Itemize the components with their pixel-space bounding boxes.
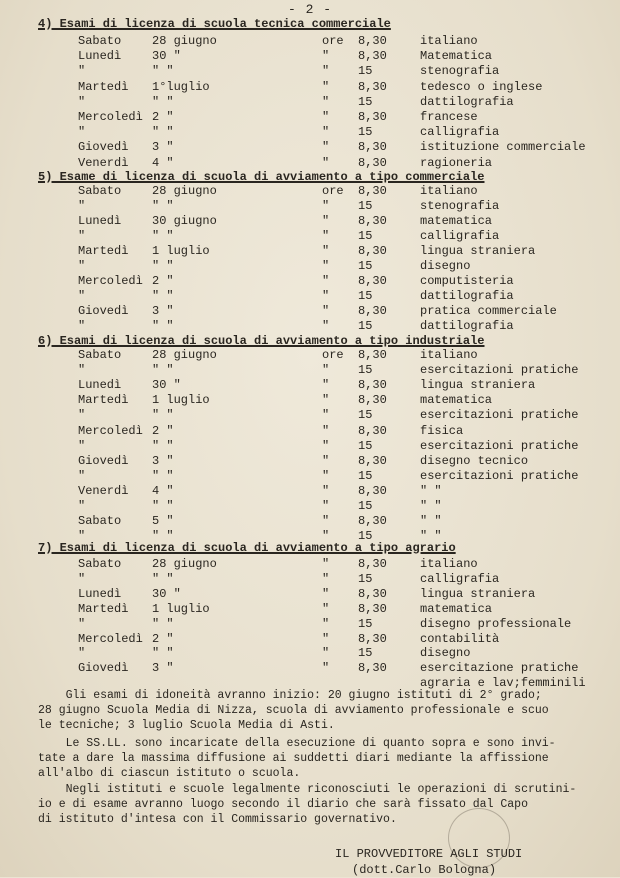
schedule-row	[0, 199, 620, 214]
date-cell: 2 "	[152, 631, 174, 646]
subject-cell: ragioneria	[420, 155, 493, 170]
subject-cell: disegno	[420, 646, 471, 661]
hour-prefix-cell: "	[322, 646, 330, 661]
day-cell: Lunedì	[78, 49, 122, 64]
schedule-row	[0, 557, 620, 572]
time-cell: 8,30	[358, 514, 387, 529]
schedule-row	[0, 184, 620, 199]
subject-cell: italiano	[420, 184, 478, 198]
day-cell: "	[78, 529, 86, 544]
day-cell: Mercoledì	[78, 274, 143, 288]
date-cell: " "	[152, 571, 174, 586]
subject-cell: agraria e lav;femminili	[420, 676, 586, 691]
time-cell: 15	[358, 529, 373, 544]
date-cell: " "	[152, 499, 174, 513]
time-cell: 8,30	[358, 49, 387, 64]
subject-cell: italiano	[420, 557, 478, 571]
day-cell: "	[78, 499, 86, 513]
schedule-row	[0, 64, 620, 79]
schedule-row	[0, 602, 620, 617]
subject-cell: matematica	[420, 601, 493, 616]
time-cell: 8,30	[358, 557, 387, 571]
day-cell: "	[78, 616, 86, 631]
subject-cell: calligrafia	[420, 229, 500, 243]
paragraph-idoneita: Gli esami di idoneità avranno inizio: 20 giugno istituti di 2° grado; 28 giugno Scuola Media di Nizza, scuola di avviamento professionale e scuo le tecniche; 3 luglio Scuola Media di Asti.	[38, 689, 549, 732]
day-cell: "	[78, 289, 86, 303]
hour-prefix-cell: "	[322, 571, 330, 586]
hour-prefix-cell: ore	[322, 348, 344, 362]
time-cell: 15	[358, 468, 373, 483]
hour-prefix-cell: "	[322, 319, 330, 333]
schedule-row	[0, 348, 620, 363]
hour-prefix-cell: "	[322, 64, 330, 79]
day-cell: Lunedì	[78, 586, 122, 601]
subject-cell: calligrafia	[420, 571, 500, 586]
subject-cell: lingua straniera	[420, 378, 536, 393]
day-cell: Sabato	[78, 348, 122, 362]
schedule-row	[0, 80, 620, 95]
subject-cell: pratica commerciale	[420, 304, 557, 318]
date-cell: " "	[152, 289, 174, 303]
hour-prefix-cell: "	[322, 229, 330, 243]
date-cell: 28 giugno	[152, 34, 217, 48]
time-cell: 8,30	[358, 155, 387, 170]
date-cell: " "	[152, 529, 174, 544]
time-cell: 15	[358, 408, 373, 423]
hour-prefix-cell: "	[322, 140, 330, 155]
date-cell: 4 "	[152, 155, 174, 170]
time-cell: 15	[358, 289, 373, 303]
schedule-row	[0, 95, 620, 110]
subject-cell: disegno	[420, 259, 471, 273]
schedule-row	[0, 469, 620, 484]
day-cell: Martedì	[78, 393, 129, 408]
hour-prefix-cell: "	[322, 631, 330, 646]
hour-prefix-cell: "	[322, 514, 330, 529]
day-cell: Venerdì	[78, 155, 129, 170]
hour-prefix-cell: "	[322, 557, 330, 571]
hour-prefix-cell: "	[322, 244, 330, 258]
time-cell: 15	[358, 499, 373, 513]
schedule-row	[0, 363, 620, 378]
date-cell: " "	[152, 468, 174, 483]
schedule-row	[0, 244, 620, 259]
day-cell: Mercoledì	[78, 110, 143, 124]
hour-prefix-cell: "	[322, 378, 330, 393]
date-cell: 3 "	[152, 304, 174, 318]
schedule-row	[0, 499, 620, 514]
hour-prefix-cell: "	[322, 393, 330, 408]
day-cell: "	[78, 408, 86, 423]
date-cell: " "	[152, 408, 174, 423]
page-number: - 2 -	[287, 2, 332, 17]
time-cell: 15	[358, 363, 373, 378]
time-cell: 8,30	[358, 274, 387, 288]
schedule-row	[0, 661, 620, 676]
day-cell: Giovedì	[78, 453, 129, 468]
subject-cell: istituzione commerciale	[420, 140, 586, 155]
schedule-row	[0, 110, 620, 125]
schedule-row	[0, 424, 620, 439]
day-cell: Martedì	[78, 601, 129, 616]
time-cell: 8,30	[358, 348, 387, 362]
day-cell: "	[78, 259, 86, 273]
subject-cell: italiano	[420, 348, 478, 362]
subject-cell: esercitazioni pratiche	[420, 438, 579, 453]
day-cell: Martedì	[78, 244, 129, 258]
time-cell: 8,30	[358, 110, 387, 124]
time-cell: 8,30	[358, 423, 387, 438]
time-cell: 8,30	[358, 214, 387, 228]
hour-prefix-cell: "	[322, 363, 330, 378]
section-title: 5) Esame di licenza di scuola di avviamento a tipo commerciale	[38, 170, 485, 184]
day-cell: Mercoledì	[78, 423, 143, 438]
subject-cell: lingua straniera	[420, 586, 536, 601]
section-title: 4) Esami di licenza di scuola tecnica commerciale	[38, 17, 391, 31]
schedule-row	[0, 34, 620, 49]
day-cell: "	[78, 646, 86, 661]
time-cell: 8,30	[358, 79, 387, 94]
hour-prefix-cell: "	[322, 601, 330, 616]
subject-cell: disegno tecnico	[420, 453, 529, 468]
schedule-row	[0, 140, 620, 155]
date-cell: 3 "	[152, 453, 174, 468]
time-cell: 8,30	[358, 184, 387, 198]
day-cell: "	[78, 319, 86, 333]
schedule-row	[0, 393, 620, 408]
subject-cell: Matematica	[420, 49, 493, 64]
subject-cell: " "	[420, 483, 442, 498]
date-cell: 30 giugno	[152, 214, 217, 228]
date-cell: 30 "	[152, 586, 181, 601]
subject-cell: tedesco o inglese	[420, 79, 543, 94]
day-cell: Mercoledì	[78, 631, 143, 646]
hour-prefix-cell: "	[322, 110, 330, 124]
time-cell: 15	[358, 94, 373, 109]
schedule-row	[0, 274, 620, 289]
schedule-row	[0, 229, 620, 244]
day-cell: "	[78, 64, 86, 79]
hour-prefix-cell: "	[322, 499, 330, 513]
schedule-row	[0, 587, 620, 602]
subject-cell: lingua straniera	[420, 244, 536, 258]
date-cell: " "	[152, 319, 174, 333]
day-cell: "	[78, 363, 86, 378]
section-title: 6) Esami di licenza di scuola di avviamento a tipo industriale	[38, 334, 485, 348]
date-cell: 30 "	[152, 49, 181, 64]
subject-cell: " "	[420, 499, 442, 513]
date-cell: 2 "	[152, 110, 174, 124]
subject-cell: dattilografia	[420, 319, 514, 333]
schedule-row	[0, 632, 620, 647]
hour-prefix-cell: ore	[322, 34, 344, 48]
day-cell: "	[78, 94, 86, 109]
hour-prefix-cell: "	[322, 214, 330, 228]
day-cell: "	[78, 438, 86, 453]
subject-cell: disegno professionale	[420, 616, 572, 631]
time-cell: 15	[358, 229, 373, 243]
time-cell: 15	[358, 571, 373, 586]
date-cell: 30 "	[152, 378, 181, 393]
hour-prefix-cell: "	[322, 529, 330, 544]
subject-cell: esercitazioni pratiche	[420, 468, 579, 483]
subject-cell: stenografia	[420, 199, 500, 213]
date-cell: " "	[152, 199, 174, 213]
schedule-row	[0, 125, 620, 140]
subject-cell: stenografia	[420, 64, 500, 79]
date-cell: 3 "	[152, 140, 174, 155]
hour-prefix-cell: "	[322, 438, 330, 453]
schedule-row	[0, 617, 620, 632]
date-cell: " "	[152, 125, 174, 140]
hour-prefix-cell: "	[322, 423, 330, 438]
date-cell: 2 "	[152, 423, 174, 438]
time-cell: 15	[358, 259, 373, 273]
paragraph-incarico: Le SS.LL. sono incaricate della esecuzione di quanto sopra e sono invi- tate a dare la massima diffusione ai suddetti diari mediante la affissione all'albo di ciascun istituto o scuola.	[38, 737, 556, 780]
time-cell: 15	[358, 125, 373, 140]
schedule-row	[0, 259, 620, 274]
date-cell: 1°luglio	[152, 79, 210, 94]
hour-prefix-cell: "	[322, 125, 330, 140]
day-cell: Lunedì	[78, 378, 122, 393]
time-cell: 8,30	[358, 661, 387, 676]
schedule-row	[0, 439, 620, 454]
date-cell: 2 "	[152, 274, 174, 288]
time-cell: 8,30	[358, 483, 387, 498]
time-cell: 8,30	[358, 244, 387, 258]
hour-prefix-cell: "	[322, 274, 330, 288]
time-cell: 15	[358, 199, 373, 213]
date-cell: " "	[152, 438, 174, 453]
schedule-row	[0, 408, 620, 423]
subject-cell: dattilografia	[420, 289, 514, 303]
hour-prefix-cell: "	[322, 289, 330, 303]
hour-prefix-cell: "	[322, 49, 330, 64]
date-cell: " "	[152, 363, 174, 378]
hour-prefix-cell: "	[322, 453, 330, 468]
time-cell: 8,30	[358, 601, 387, 616]
hour-prefix-cell: "	[322, 483, 330, 498]
subject-cell: matematica	[420, 393, 493, 408]
time-cell: 15	[358, 319, 373, 333]
day-cell: Giovedì	[78, 304, 129, 318]
subject-cell: " "	[420, 514, 442, 529]
hour-prefix-cell: "	[322, 408, 330, 423]
date-cell: " "	[152, 94, 174, 109]
subject-cell: contabilità	[420, 631, 500, 646]
hour-prefix-cell: "	[322, 661, 330, 676]
schedule-row	[0, 378, 620, 393]
date-cell: " "	[152, 616, 174, 631]
date-cell: " "	[152, 64, 174, 79]
time-cell: 8,30	[358, 304, 387, 318]
day-cell: Sabato	[78, 184, 122, 198]
time-cell: 8,30	[358, 393, 387, 408]
signature-name: (dott.Carlo Bologna)	[352, 863, 497, 877]
day-cell: Sabato	[78, 34, 122, 48]
date-cell: " "	[152, 646, 174, 661]
hour-prefix-cell: "	[322, 94, 330, 109]
subject-cell: " "	[420, 529, 442, 544]
subject-cell: esercitazioni pratiche	[420, 408, 579, 423]
day-cell: "	[78, 125, 86, 140]
hour-prefix-cell: "	[322, 259, 330, 273]
schedule-row	[0, 484, 620, 499]
hour-prefix-cell: "	[322, 616, 330, 631]
hour-prefix-cell: "	[322, 155, 330, 170]
section-title: 7) Esami di licenza di scuola di avviamento a tipo agrario	[38, 541, 456, 555]
date-cell: 28 giugno	[152, 184, 217, 198]
time-cell: 15	[358, 646, 373, 661]
day-cell: Sabato	[78, 557, 122, 571]
schedule-row	[0, 156, 620, 171]
paragraph-scuole-riconosciute: Negli istituti e scuole legalmente riconosciuti le operazioni di scrutini- io e di esame avranno luogo secondo il diario che sarà fissato dal Capo di istituto d'intesa con il Commissario governativo.	[38, 783, 577, 826]
schedule-row	[0, 454, 620, 469]
subject-cell: italiano	[420, 34, 478, 48]
subject-cell: computisteria	[420, 274, 514, 288]
date-cell: 28 giugno	[152, 557, 217, 571]
schedule-row	[0, 289, 620, 304]
schedule-row	[0, 319, 620, 334]
date-cell: 3 "	[152, 661, 174, 676]
hour-prefix-cell: ore	[322, 184, 344, 198]
schedule-row	[0, 49, 620, 64]
schedule-row	[0, 214, 620, 229]
date-cell: 5 "	[152, 514, 174, 529]
time-cell: 8,30	[358, 34, 387, 48]
subject-cell: dattilografia	[420, 94, 514, 109]
day-cell: "	[78, 199, 86, 213]
date-cell: 28 giugno	[152, 348, 217, 362]
hour-prefix-cell: "	[322, 79, 330, 94]
time-cell: 15	[358, 438, 373, 453]
schedule-row	[0, 572, 620, 587]
schedule-row	[0, 514, 620, 529]
date-cell: " "	[152, 259, 174, 273]
date-cell: 1 luglio	[152, 601, 210, 616]
subject-cell: esercitazioni pratiche	[420, 363, 579, 378]
day-cell: Giovedì	[78, 140, 129, 155]
time-cell: 8,30	[358, 453, 387, 468]
time-cell: 15	[358, 616, 373, 631]
date-cell: 4 "	[152, 483, 174, 498]
subject-cell: francese	[420, 110, 478, 124]
day-cell: "	[78, 571, 86, 586]
time-cell: 15	[358, 64, 373, 79]
hour-prefix-cell: "	[322, 586, 330, 601]
subject-cell: fisica	[420, 423, 464, 438]
hour-prefix-cell: "	[322, 199, 330, 213]
signature-title: IL PROVVEDITORE AGLI STUDI	[335, 847, 523, 861]
day-cell: "	[78, 468, 86, 483]
day-cell: Martedì	[78, 79, 129, 94]
subject-cell: matematica	[420, 214, 493, 228]
day-cell: "	[78, 229, 86, 243]
time-cell: 8,30	[358, 631, 387, 646]
schedule-row	[0, 304, 620, 319]
hour-prefix-cell: "	[322, 304, 330, 318]
hour-prefix-cell: "	[322, 468, 330, 483]
subject-cell: calligrafia	[420, 125, 500, 140]
schedule-row	[0, 646, 620, 661]
time-cell: 8,30	[358, 586, 387, 601]
time-cell: 8,30	[358, 140, 387, 155]
subject-cell: esercitazione pratiche	[420, 661, 579, 676]
day-cell: Sabato	[78, 514, 122, 529]
date-cell: 1 luglio	[152, 244, 210, 258]
time-cell: 8,30	[358, 378, 387, 393]
day-cell: Giovedì	[78, 661, 129, 676]
date-cell: " "	[152, 229, 174, 243]
day-cell: Lunedì	[78, 214, 122, 228]
date-cell: 1 luglio	[152, 393, 210, 408]
day-cell: Venerdì	[78, 483, 129, 498]
